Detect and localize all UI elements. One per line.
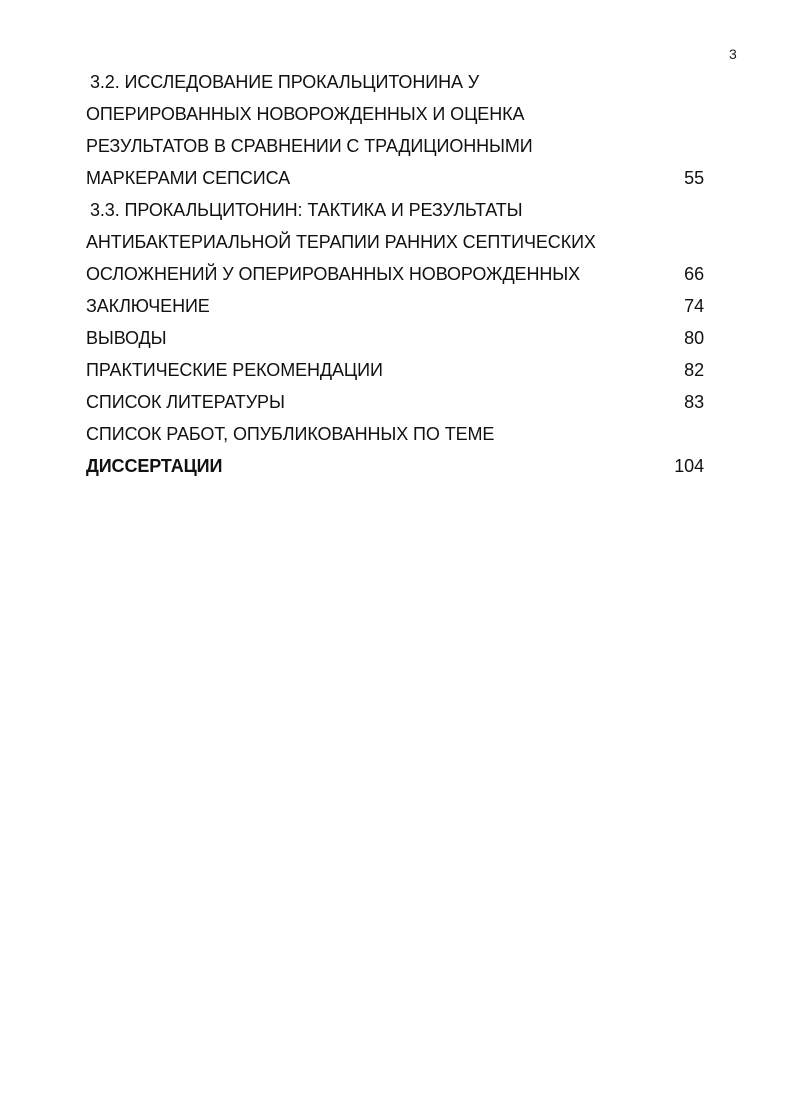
toc-entry-conclusion — [86, 290, 706, 322]
toc-entry-3-2-line-4 — [86, 162, 706, 194]
toc-entry-3-3-line-3 — [86, 258, 706, 290]
toc-page-number: 82 — [684, 360, 704, 380]
toc-line-text: ОПЕРИРОВАННЫХ НОВОРОЖДЕННЫХ И ОЦЕНКА — [86, 104, 525, 124]
toc-line-text: ОСЛОЖНЕНИЙ У ОПЕРИРОВАННЫХ НОВОРОЖДЕННЫХ — [86, 264, 580, 284]
toc-line-text: ДИССЕРТАЦИИ — [86, 456, 223, 476]
toc-entry-3-2-line-1 — [86, 66, 706, 98]
toc-entry-publications-line-1 — [86, 418, 706, 450]
toc-line-text: ЗАКЛЮЧЕНИЕ — [86, 296, 210, 316]
toc-line-text: 3.2. ИССЛЕДОВАНИЕ ПРОКАЛЬЦИТОНИНА У — [90, 72, 480, 92]
toc-entry-references — [86, 386, 706, 418]
toc-entry-publications-line-2 — [86, 450, 706, 482]
toc-entry-findings — [86, 322, 706, 354]
toc-line-text: СПИСОК РАБОТ, ОПУБЛИКОВАННЫХ ПО ТЕМЕ — [86, 424, 495, 444]
toc-page-number: 83 — [684, 392, 704, 412]
toc-line-text: 3.3. ПРОКАЛЬЦИТОНИН: ТАКТИКА И РЕЗУЛЬТАТЫ — [90, 200, 523, 220]
toc-line-text: СПИСОК ЛИТЕРАТУРЫ — [86, 392, 285, 412]
toc-page-number: 74 — [684, 296, 704, 316]
toc-line-text: РЕЗУЛЬТАТОВ В СРАВНЕНИИ С ТРАДИЦИОННЫМИ — [86, 136, 533, 156]
toc-line-text: ВЫВОДЫ — [86, 328, 167, 348]
toc-page-number: 80 — [684, 328, 704, 348]
toc-entry-3-2-line-2 — [86, 98, 706, 130]
toc-entry-3-2-line-3 — [86, 130, 706, 162]
table-of-contents — [86, 66, 706, 482]
page-number: 3 — [729, 46, 737, 62]
toc-line-text: МАРКЕРАМИ СЕПСИСА — [86, 168, 291, 188]
toc-entry-recommendations — [86, 354, 706, 386]
toc-entry-3-3-line-2 — [86, 226, 706, 258]
toc-line-text: ПРАКТИЧЕСКИЕ РЕКОМЕНДАЦИИ — [86, 360, 383, 380]
toc-page-number: 66 — [684, 264, 704, 284]
toc-page-number: 55 — [684, 168, 704, 188]
toc-entry-3-3-line-1 — [86, 194, 706, 226]
toc-line-text: АНТИБАКТЕРИАЛЬНОЙ ТЕРАПИИ РАННИХ СЕПТИЧЕСКИХ — [86, 232, 596, 252]
toc-page-number: 104 — [674, 456, 704, 476]
